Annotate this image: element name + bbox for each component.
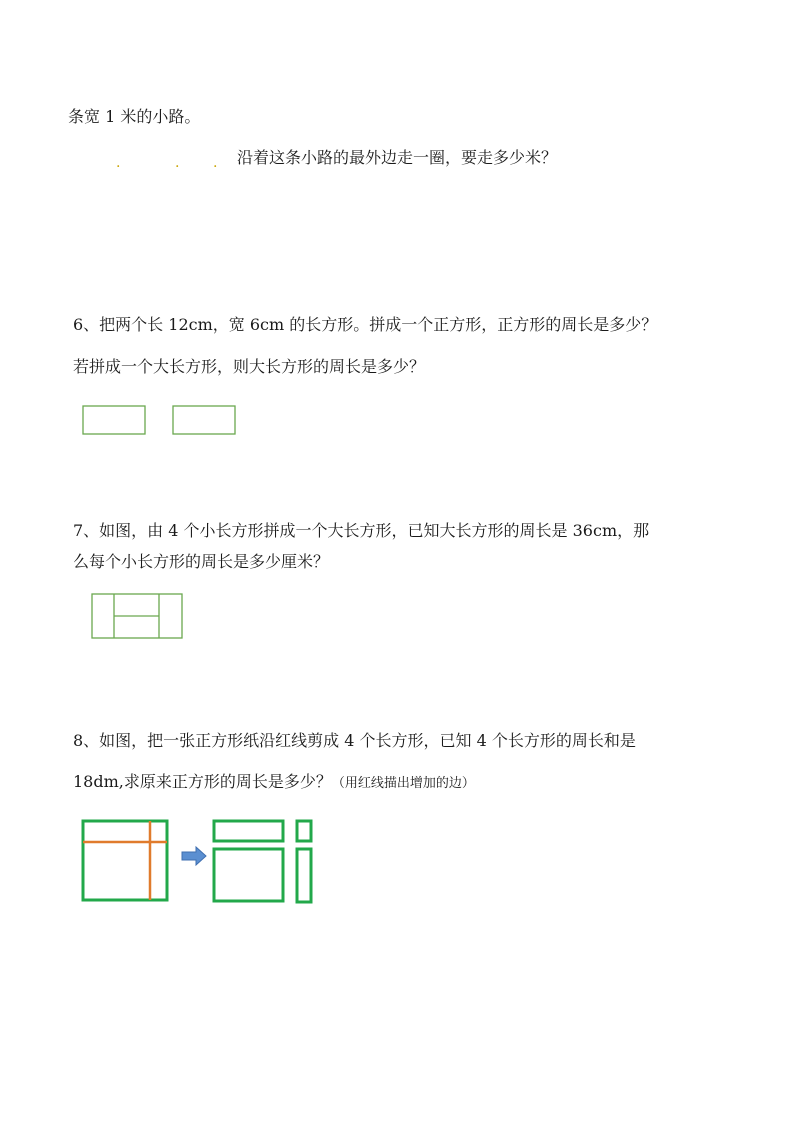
q6-line-2: 若拼成一个大长方形，则大长方形的周长是多少？ xyxy=(73,357,426,376)
intro-line-1: 条宽 1 米的小路。 xyxy=(68,107,201,126)
q8-line-2 xyxy=(73,772,475,794)
q7-line-2: 么每个小长方形的周长是多少厘米？ xyxy=(73,552,330,571)
q8-line-2-note: （用红线描出增加的边） xyxy=(331,776,475,791)
arrow-right-icon xyxy=(182,847,206,865)
rectangle-1 xyxy=(83,406,145,434)
q7-composite-rectangle-figure xyxy=(90,592,186,642)
piece-bottom-large xyxy=(214,849,283,901)
original-square xyxy=(83,821,167,900)
q6-rectangles-figure xyxy=(80,404,240,438)
piece-small-square xyxy=(297,821,311,841)
q7-line-1: 7、如图，由 4 个小长方形拼成一个大长方形，已知大长方形的周长是 36cm，那 xyxy=(73,521,650,540)
decorative-dot: . xyxy=(213,155,218,171)
intro-line-2: 沿着这条小路的最外边走一圈，要走多少米？ xyxy=(237,148,558,167)
decorative-dot: . xyxy=(175,155,180,171)
q8-cutting-figure xyxy=(78,816,320,908)
q8-line-2-main: 18dm,求原来正方形的周长是多少？ xyxy=(73,772,332,791)
piece-tall-narrow xyxy=(297,849,311,902)
decorative-dot: . xyxy=(116,155,121,171)
q8-line-1: 8、如图，把一张正方形纸沿红线剪成 4 个长方形，已知 4 个长方形的周长和是 xyxy=(73,731,636,750)
rectangle-2 xyxy=(173,406,235,434)
q6-line-1: 6、把两个长 12cm，宽 6cm 的长方形。拼成一个正方形，正方形的周长是多少？ xyxy=(73,315,658,334)
piece-top-wide xyxy=(214,821,283,841)
